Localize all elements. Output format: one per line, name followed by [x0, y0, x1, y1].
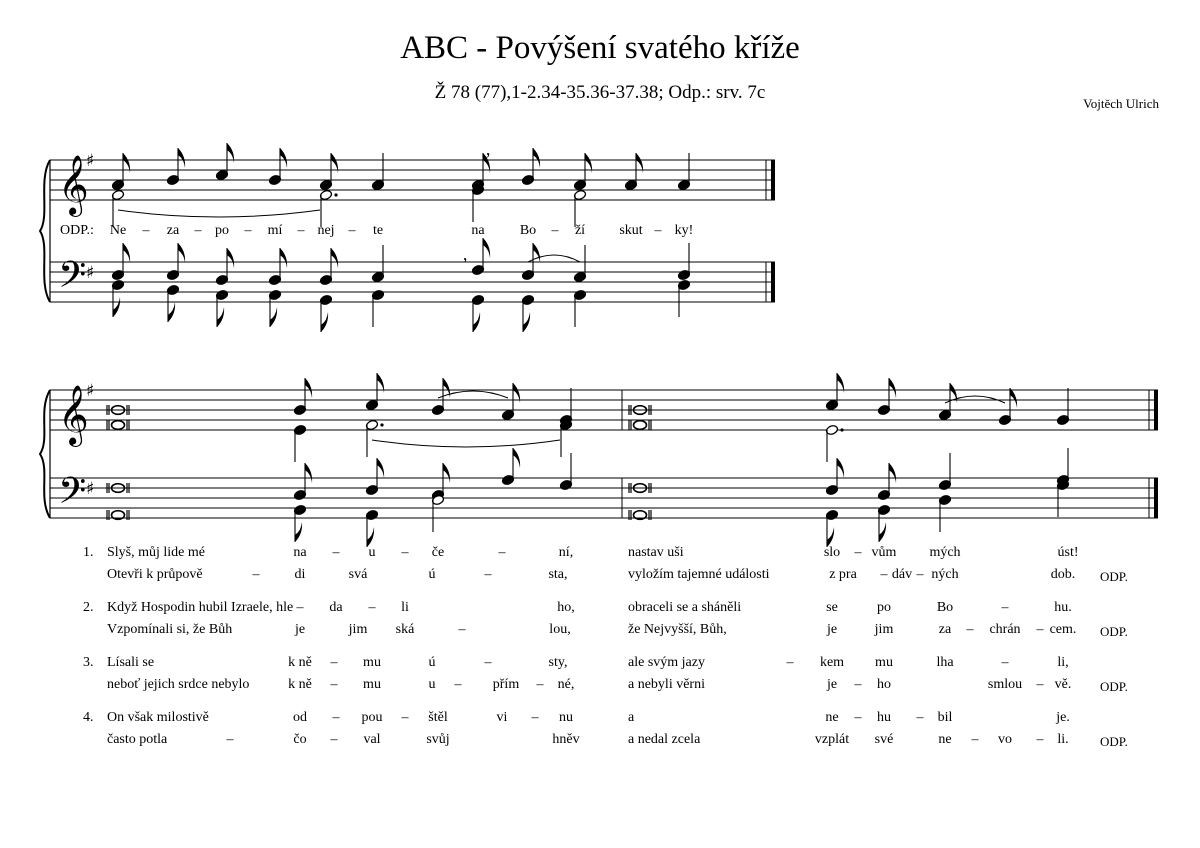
verse-number: 2.	[83, 600, 94, 615]
refrain-syllable: Ne	[109, 223, 127, 238]
response-marker: ODP.	[1100, 679, 1128, 694]
breve-note	[634, 421, 647, 430]
verse-syllable: ne	[938, 732, 952, 747]
verse-syllable: ú	[428, 655, 436, 670]
verse-syllable: –	[1036, 677, 1044, 692]
verse-syllable: ale svým jazy	[628, 655, 705, 670]
verse-syllable: –	[296, 600, 304, 615]
verse-syllable: če	[431, 545, 445, 560]
verse-syllable: obraceli se a sháněli	[628, 600, 742, 615]
refrain-syllable: po	[215, 223, 229, 238]
verse-syllable: –	[252, 567, 260, 582]
verse-syllable: pou	[361, 710, 383, 725]
verse-syllable: nastav uši	[628, 545, 684, 560]
note-flag	[123, 243, 130, 263]
verse-syllable: vi	[496, 710, 508, 725]
verse-syllable: lha	[936, 655, 954, 670]
verse-syllable: cem.	[1049, 622, 1077, 637]
verse-syllable: Vzpomínali si, že Bůh	[107, 622, 233, 637]
verse-syllable: Slyš, můj lide mé	[107, 545, 205, 560]
verse-syllable: ho,	[557, 600, 575, 615]
verse-syllable: –	[401, 710, 409, 725]
note-flag	[889, 463, 896, 483]
verse-syllable: –	[966, 622, 974, 637]
verse-syllable: vzplát	[814, 732, 850, 747]
verse-syllable: že Nejvyšší, Bůh,	[628, 622, 727, 637]
verse-syllable: –	[330, 732, 338, 747]
note-flag	[227, 248, 234, 268]
brace	[40, 390, 50, 518]
verse-syllable: od	[293, 710, 307, 725]
verse-syllable: dob.	[1050, 567, 1076, 582]
refrain-syllable: –	[348, 223, 356, 238]
verse-syllable: –	[854, 545, 862, 560]
refrain-syllable: –	[654, 223, 662, 238]
verse-syllable: se	[826, 600, 838, 615]
verse-syllable: val	[363, 732, 381, 747]
note-flag	[367, 527, 374, 547]
note-flag	[321, 312, 328, 332]
note-flag	[523, 312, 530, 332]
response-marker: ODP.	[1100, 624, 1128, 639]
note-flag	[533, 148, 540, 168]
response-marker: ODP.	[1100, 734, 1128, 749]
verse-syllable: –	[368, 600, 376, 615]
verse-syllable: –	[332, 710, 340, 725]
note-flag	[305, 378, 312, 398]
refrain-syllable: te	[372, 223, 384, 238]
verse-syllable: dáv	[891, 567, 913, 582]
verse-syllable: Když Hospodin hubil Izraele, hle	[107, 600, 294, 615]
sharp-sign: ♯	[86, 479, 95, 499]
treble-clef: 𝄞	[58, 155, 89, 215]
verse-syllable: a	[628, 710, 635, 725]
verse-syllable: –	[454, 677, 462, 692]
note-flag	[377, 458, 384, 478]
verse-syllable: –	[916, 567, 924, 582]
verse-syllable: –	[854, 677, 862, 692]
note-flag	[837, 458, 844, 478]
verse-syllable: –	[971, 732, 979, 747]
verse-syllable: Bo	[936, 600, 954, 615]
verse-syllable: mu	[363, 677, 381, 692]
verse-syllable: vům	[871, 545, 897, 560]
breath-mark: ’	[485, 149, 491, 169]
verse-syllable: vě.	[1054, 677, 1072, 692]
verse-syllable: u	[428, 677, 436, 692]
verse-syllable: li,	[1057, 655, 1069, 670]
verse-syllable: je	[826, 622, 838, 637]
verse-syllable: ných	[931, 567, 959, 582]
verse-syllable: vyložím tajemné události	[628, 567, 770, 582]
verse-syllable: mu	[875, 655, 893, 670]
note-flag	[533, 243, 540, 263]
verse-syllable: –	[536, 677, 544, 692]
verse-syllable: –	[330, 677, 338, 692]
verse-syllable: li.	[1057, 732, 1069, 747]
verse-syllable: On však milostivě	[107, 710, 209, 725]
verse-syllable: ho	[877, 677, 891, 692]
verse-syllable: sta,	[548, 567, 568, 582]
response-marker: ODP.	[1100, 569, 1128, 584]
verse-syllable: mu	[363, 655, 381, 670]
note-flag	[879, 522, 886, 542]
verse-syllable: –	[854, 710, 862, 725]
note-flag	[113, 297, 120, 317]
verse-syllable: jim	[874, 622, 894, 637]
note-flag	[217, 307, 224, 327]
verse-syllable: kem	[819, 655, 845, 670]
sharp-sign: ♯	[86, 151, 95, 171]
verse-syllable: vo	[998, 732, 1012, 747]
breve-note	[112, 421, 125, 430]
note-flag	[295, 522, 302, 542]
note-flag	[331, 248, 338, 268]
verse-syllable: né,	[557, 677, 575, 692]
verse-syllable: Otevři k průpově	[107, 567, 203, 582]
note-flag	[513, 448, 520, 468]
verse-syllable: často potla	[107, 732, 168, 747]
verse-syllable: –	[458, 622, 466, 637]
verse-syllable: –	[332, 545, 340, 560]
note-flag	[280, 148, 287, 168]
verse-syllable: –	[498, 545, 506, 560]
note-flag	[443, 463, 450, 483]
refrain-syllable: –	[142, 223, 150, 238]
refrain-label: ODP.:	[60, 223, 94, 238]
bass-clef: 𝄢	[58, 470, 87, 521]
verse-syllable: –	[531, 710, 539, 725]
verse-syllable: u	[368, 545, 376, 560]
verse-syllable: k ně	[288, 677, 312, 692]
note-flag	[270, 307, 277, 327]
verse-syllable: a nedal zcela	[628, 732, 701, 747]
refrain-syllable: za	[166, 223, 180, 238]
verse-syllable: bil	[937, 710, 953, 725]
verse-syllable: ne	[825, 710, 839, 725]
verse-syllable: mých	[929, 545, 961, 560]
refrain-syllable: –	[194, 223, 202, 238]
note-flag	[889, 378, 896, 398]
refrain-syllable: mí	[267, 223, 283, 238]
refrain-syllable: –	[297, 223, 305, 238]
verse-syllable: –	[1036, 732, 1044, 747]
verse-syllable: svá	[348, 567, 368, 582]
note-flag	[305, 463, 312, 483]
note-flag	[178, 148, 185, 168]
verse-syllable: hu	[877, 710, 891, 725]
note-flag	[168, 302, 175, 322]
verse-syllable: své	[874, 732, 894, 747]
refrain-syllable: skut	[619, 223, 643, 238]
verse-syllable: a nebyli věrni	[628, 677, 705, 692]
verse-syllable: hněv	[552, 732, 580, 747]
refrain-syllable: na	[471, 223, 485, 238]
page-title: ABC - Povýšení svatého kříže	[400, 30, 800, 66]
verse-syllable: štěl	[428, 710, 448, 725]
verse-syllable: –	[1036, 622, 1044, 637]
verse-syllable: přím	[492, 677, 520, 692]
refrain-syllable: –	[551, 223, 559, 238]
verse-syllable: z pra	[829, 567, 857, 582]
verse-syllable: –	[880, 567, 888, 582]
verse-number: 4.	[83, 710, 94, 725]
note-flag	[1010, 388, 1017, 408]
refrain-syllable: ky!	[674, 223, 694, 238]
verse-syllable: –	[484, 655, 492, 670]
verse-syllable: ú	[428, 567, 436, 582]
sharp-sign: ♯	[86, 381, 95, 401]
verse-syllable: ní,	[558, 545, 574, 560]
verse-syllable: sty,	[548, 655, 568, 670]
note-flag	[280, 248, 287, 268]
note-flag	[473, 312, 480, 332]
verse-syllable: čo	[293, 732, 307, 747]
breath-mark: ’	[462, 254, 468, 274]
verse-syllable: nu	[559, 710, 573, 725]
verse-syllable: ská	[395, 622, 415, 637]
verse-syllable: za	[938, 622, 952, 637]
verse-syllable: lou,	[549, 622, 571, 637]
verse-number: 3.	[83, 655, 94, 670]
verse-number: 1.	[83, 545, 94, 560]
verse-syllable: –	[786, 655, 794, 670]
verse-syllable: je	[294, 622, 306, 637]
brace	[40, 160, 50, 302]
verse-syllable: úst!	[1057, 545, 1079, 560]
treble-clef: 𝄞	[58, 385, 89, 445]
slur	[372, 440, 560, 447]
verse-syllable: na	[293, 545, 307, 560]
composer-name: Vojtěch Ulrich	[1083, 96, 1159, 111]
verse-syllable: po	[877, 600, 891, 615]
bass-clef: 𝄢	[58, 254, 87, 305]
verse-syllable: –	[330, 655, 338, 670]
verse-syllable: –	[916, 710, 924, 725]
page-subtitle: Ž 78 (77),1-2.34-35.36-37.38; Odp.: srv. 7c	[434, 82, 766, 103]
verse-syllable: chrán	[989, 622, 1021, 637]
verse-syllable: –	[1001, 600, 1009, 615]
verse-syllable: je	[826, 677, 838, 692]
verse-syllable: svůj	[426, 732, 450, 747]
verse-syllable: neboť jejich srdce nebylo	[107, 677, 250, 692]
verse-syllable: jim	[348, 622, 368, 637]
refrain-syllable: Bo	[519, 223, 537, 238]
refrain-syllable: –	[244, 223, 252, 238]
note-flag	[178, 243, 185, 263]
verse-syllable: je.	[1056, 710, 1070, 725]
verse-syllable: hu.	[1054, 600, 1072, 615]
slur	[438, 391, 508, 398]
note-dot	[380, 423, 383, 426]
verse-syllable: di	[294, 567, 306, 582]
verse-syllable: –	[484, 567, 492, 582]
note-flag	[483, 238, 490, 258]
verse-syllable: –	[401, 545, 409, 560]
sharp-sign: ♯	[86, 263, 95, 283]
verse-syllable: slo	[823, 545, 841, 560]
refrain-syllable: ží	[574, 223, 586, 238]
verse-syllable: –	[1001, 655, 1009, 670]
verse-syllable: da	[329, 600, 343, 615]
slur	[528, 255, 580, 262]
slur	[118, 210, 320, 217]
verse-syllable: k ně	[288, 655, 312, 670]
verse-syllable: li	[401, 600, 409, 615]
verse-syllable: –	[226, 732, 234, 747]
note-dot	[840, 428, 843, 431]
note-flag	[827, 527, 834, 547]
verse-syllable: Lísali se	[107, 655, 155, 670]
refrain-syllable: nej	[317, 223, 335, 238]
note-dot	[334, 193, 337, 196]
verse-syllable: smlou	[987, 677, 1023, 692]
